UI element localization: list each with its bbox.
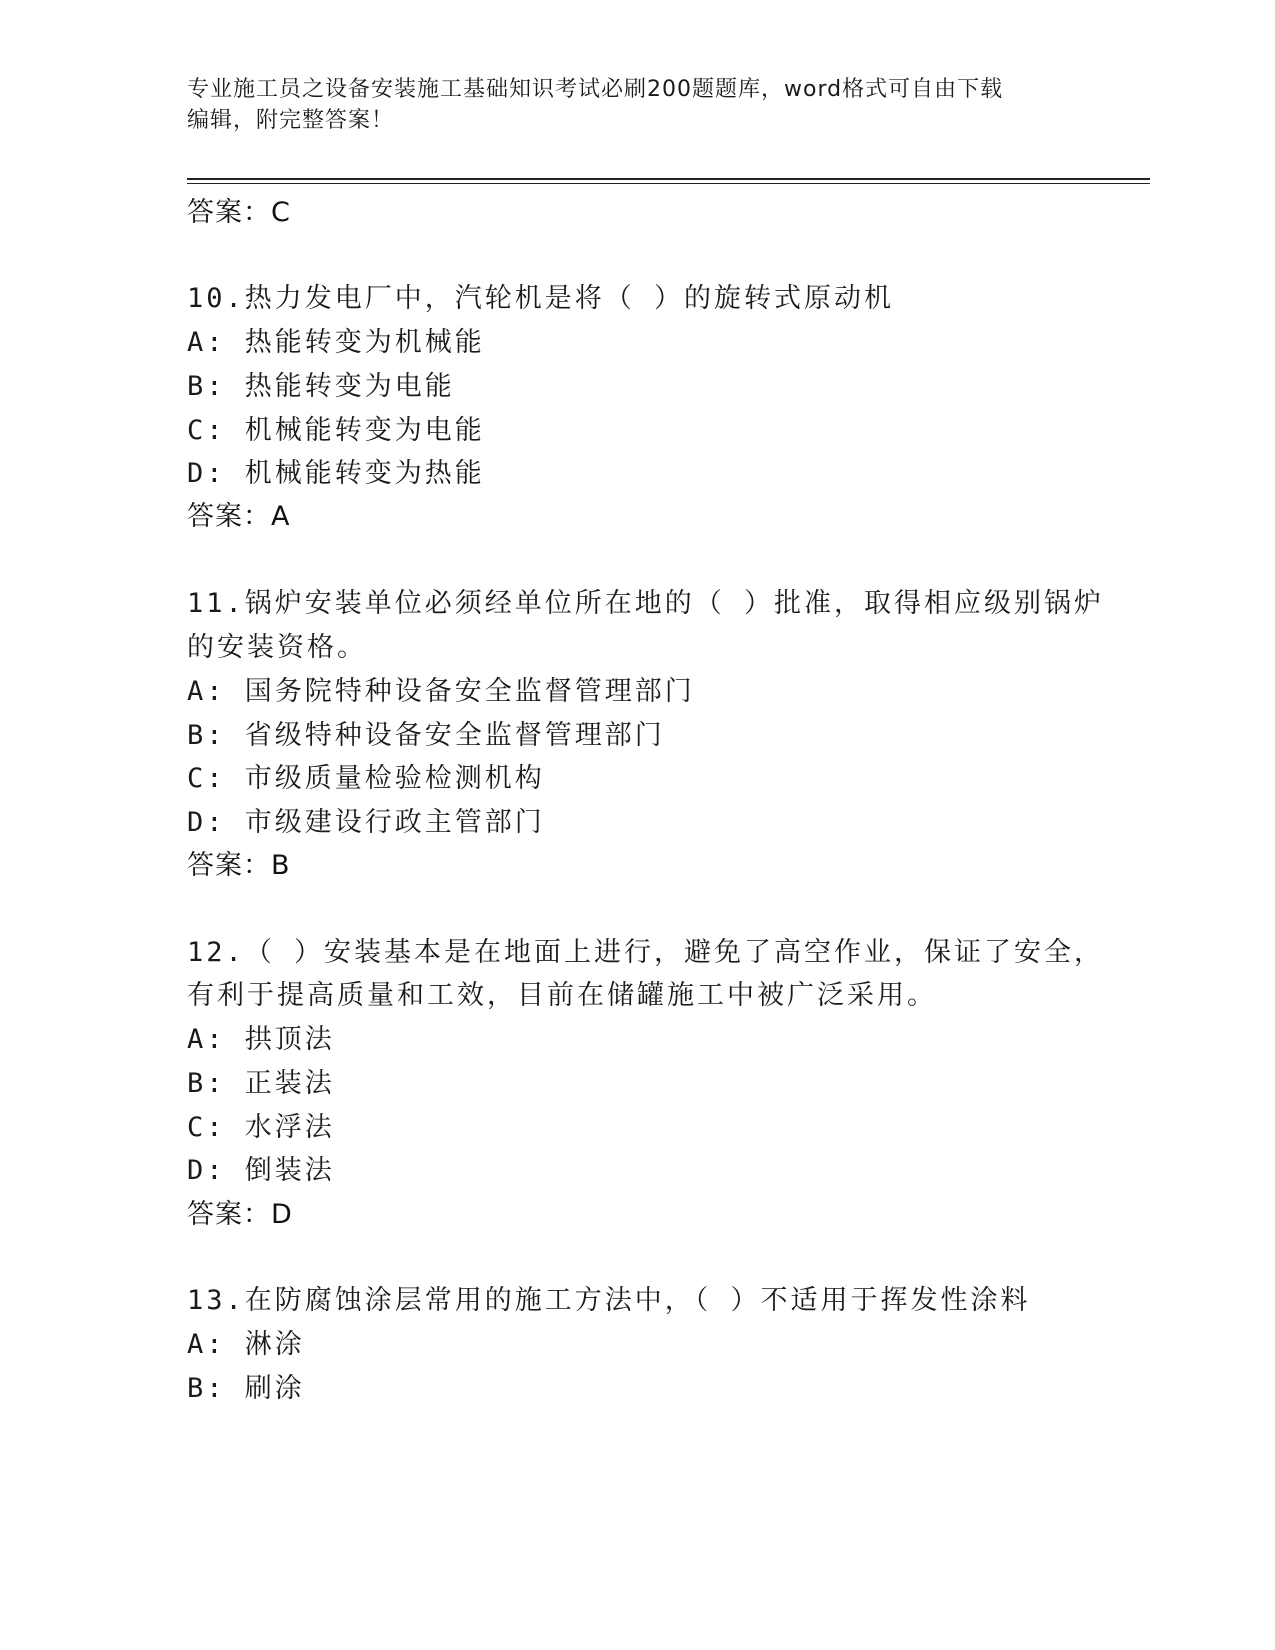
question-13-stem: 13.在防腐蚀涂层常用的施工方法中，（ ）不适用于挥发性涂料 bbox=[187, 1285, 1031, 1316]
answer-q10: 答案：A bbox=[187, 501, 291, 532]
answer-q9: 答案：C bbox=[187, 197, 291, 228]
question-12-option-d: D: 倒装法 bbox=[187, 1155, 335, 1186]
question-13-option-b: B: 刷涂 bbox=[187, 1373, 305, 1404]
question-10-option-d: D: 机械能转变为热能 bbox=[187, 458, 485, 489]
question-11-stem-line-1: 11.锅炉安装单位必须经单位所在地的（ ）批准，取得相应级别锅炉 bbox=[187, 588, 1105, 619]
question-11-option-a: A: 国务院特种设备安全监督管理部门 bbox=[187, 676, 695, 707]
answer-q12: 答案：D bbox=[187, 1199, 293, 1230]
question-12-option-c: C: 水浮法 bbox=[187, 1112, 335, 1143]
question-10-option-b: B: 热能转变为电能 bbox=[187, 371, 455, 402]
question-13-option-a: A: 淋涂 bbox=[187, 1329, 305, 1360]
question-12-stem-line-1: 12.（ ）安装基本是在地面上进行，避免了高空作业，保证了安全， bbox=[187, 937, 1105, 968]
question-10-option-a: A: 热能转变为机械能 bbox=[187, 327, 485, 358]
question-11-option-c: C: 市级质量检验检测机构 bbox=[187, 763, 545, 794]
page-header bbox=[187, 74, 1067, 136]
question-12-option-b: B: 正装法 bbox=[187, 1068, 335, 1099]
answer-q11: 答案：B bbox=[187, 850, 291, 881]
question-11-stem-line-2: 的安装资格。 bbox=[187, 632, 367, 663]
header-line-2: 编辑，附完整答案！ bbox=[187, 108, 395, 133]
header-divider bbox=[187, 178, 1150, 180]
question-12-option-a: A: 拱顶法 bbox=[187, 1024, 335, 1055]
question-10-option-c: C: 机械能转变为电能 bbox=[187, 415, 485, 446]
question-11-option-b: B: 省级特种设备安全监督管理部门 bbox=[187, 720, 665, 751]
question-10-stem: 10.热力发电厂中，汽轮机是将（ ）的旋转式原动机 bbox=[187, 283, 895, 314]
question-12-stem-line-2: 有利于提高质量和工效，目前在储罐施工中被广泛采用。 bbox=[187, 980, 937, 1011]
question-11-option-d: D: 市级建设行政主管部门 bbox=[187, 807, 545, 838]
header-line-1: 专业施工员之设备安装施工基础知识考试必刷200题题库，word格式可自由下载 bbox=[187, 77, 1004, 102]
header-divider-thin bbox=[187, 183, 1150, 184]
